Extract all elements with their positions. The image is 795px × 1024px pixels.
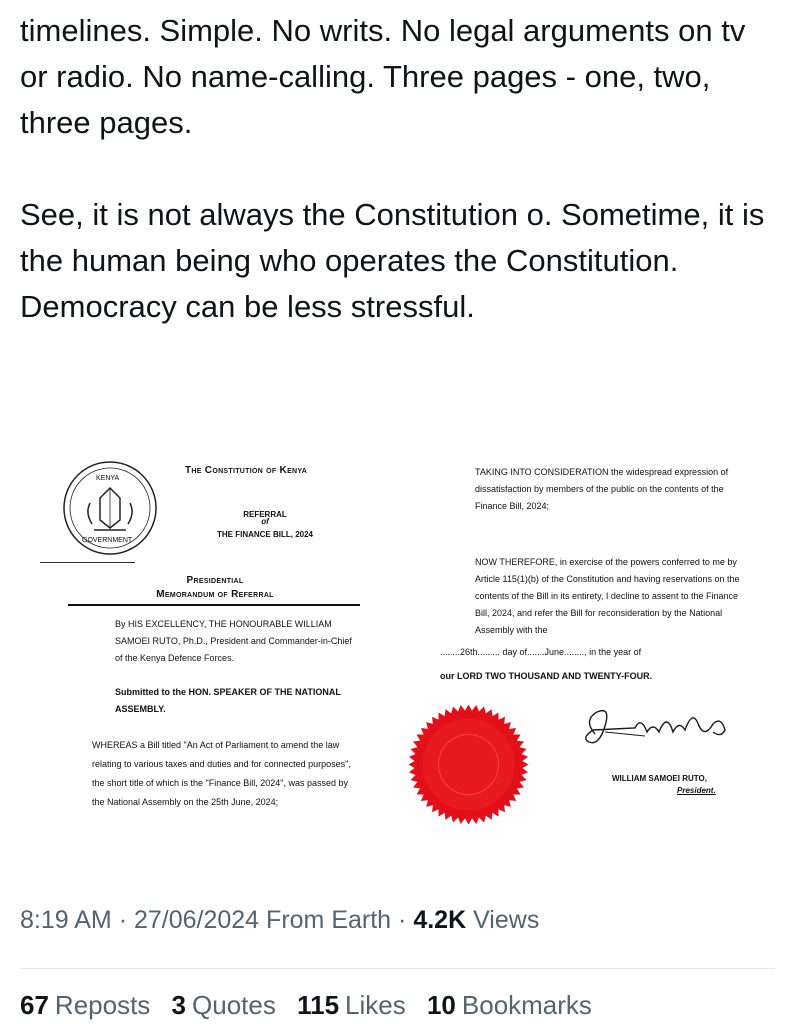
document-heading: The Constitution of Kenya <box>185 465 308 476</box>
bill-name: THE FINANCE BILL, 2024 <box>216 530 313 539</box>
likes-stat[interactable] <box>297 990 406 1021</box>
divider <box>68 604 360 606</box>
whereas-paragraph: WHEREAS a Bill titled "An Act of Parliament to amend the law relating to various taxes and duties and for connected purposes", the short title of which is the "Finance Bill, 2024", was passed by the National Assembly on the 25th June, 2024; <box>92 740 351 807</box>
post-metadata <box>20 906 539 935</box>
quotes-stat[interactable] <box>172 990 276 1021</box>
signatory-title: President. <box>677 786 716 795</box>
reposts-label: Reposts <box>54 990 151 1020</box>
likes-label: Likes <box>345 990 406 1020</box>
post-text <box>20 8 780 330</box>
memo-title-line1: Presidential <box>186 575 244 586</box>
referral-of: of <box>261 517 269 526</box>
lord-line: our LORD TWO THOUSAND AND TWENTY-FOUR. <box>440 671 653 681</box>
red-wax-seal <box>406 702 531 827</box>
attached-document-image[interactable] <box>40 440 760 890</box>
views-count[interactable]: 4.2K <box>413 906 467 934</box>
seal-text-bottom: GOVERNMENT <box>82 537 133 544</box>
bookmarks-label: Bookmarks <box>461 990 592 1020</box>
likes-count: 115 <box>297 990 340 1020</box>
separator-dot: · <box>118 906 128 934</box>
post-paragraph: See, it is not always the Constitution o. Sometime, it is the human being who operates the Constitution. Democracy can be less stressful. <box>20 197 773 324</box>
quotes-count: 3 <box>171 990 187 1020</box>
engagement-stats <box>20 990 606 1021</box>
post-source: From Earth <box>266 906 392 934</box>
separator-dot: · <box>398 906 407 934</box>
document-left-page <box>40 440 380 890</box>
taking-paragraph: TAKING INTO CONSIDERATION the widespread expression of dissatisfaction by members of the public on the contents of the Finance Bill, 2024; <box>475 467 729 511</box>
by-paragraph: By HIS EXCELLENCY, THE HONOURABLE WILLIAM SAMOEI RUTO, Ph.D., President and Commander-in-Chief of the Kenya Defence Forces. <box>115 619 352 663</box>
now-therefore-paragraph: NOW THEREFORE, in exercise of the powers conferred to me by Article 115(1)(b) of the Constitution and having reservations on the contents of the Bill in its entirety, I decline to assent to the Finance Bill, 2024, and refer the Bill for reconsideration by the National Assembly with the <box>475 557 740 635</box>
bookmarks-count: 10 <box>426 990 456 1020</box>
reposts-stat[interactable] <box>20 990 150 1021</box>
referral-label: REFERRAL <box>243 510 287 519</box>
post-date[interactable]: 27/06/2024 <box>133 906 260 934</box>
divider <box>40 562 135 563</box>
quotes-label: Quotes <box>192 990 276 1020</box>
divider <box>20 968 775 969</box>
date-line: ........26th......... day of.......June........, in the year of <box>440 647 642 657</box>
bookmarks-stat[interactable] <box>427 990 592 1021</box>
seal-text-top: KENYA <box>96 475 120 482</box>
post-paragraph: timelines. Simple. No writs. No legal arguments on tv or radio. No name-calling. Three pages - one, two, three pages. <box>20 13 754 140</box>
memo-title-line2: Memorandum of Referral <box>156 589 274 600</box>
post-time[interactable]: 8:19 AM <box>20 906 112 934</box>
submitted-paragraph: Submitted to the HON. SPEAKER OF THE NATIONAL ASSEMBLY. <box>115 687 341 714</box>
signature-image <box>575 702 735 762</box>
signatory-name: WILLIAM SAMOEI RUTO, <box>612 774 707 783</box>
reposts-count: 67 <box>20 990 49 1020</box>
views-label[interactable]: Views <box>473 906 540 934</box>
